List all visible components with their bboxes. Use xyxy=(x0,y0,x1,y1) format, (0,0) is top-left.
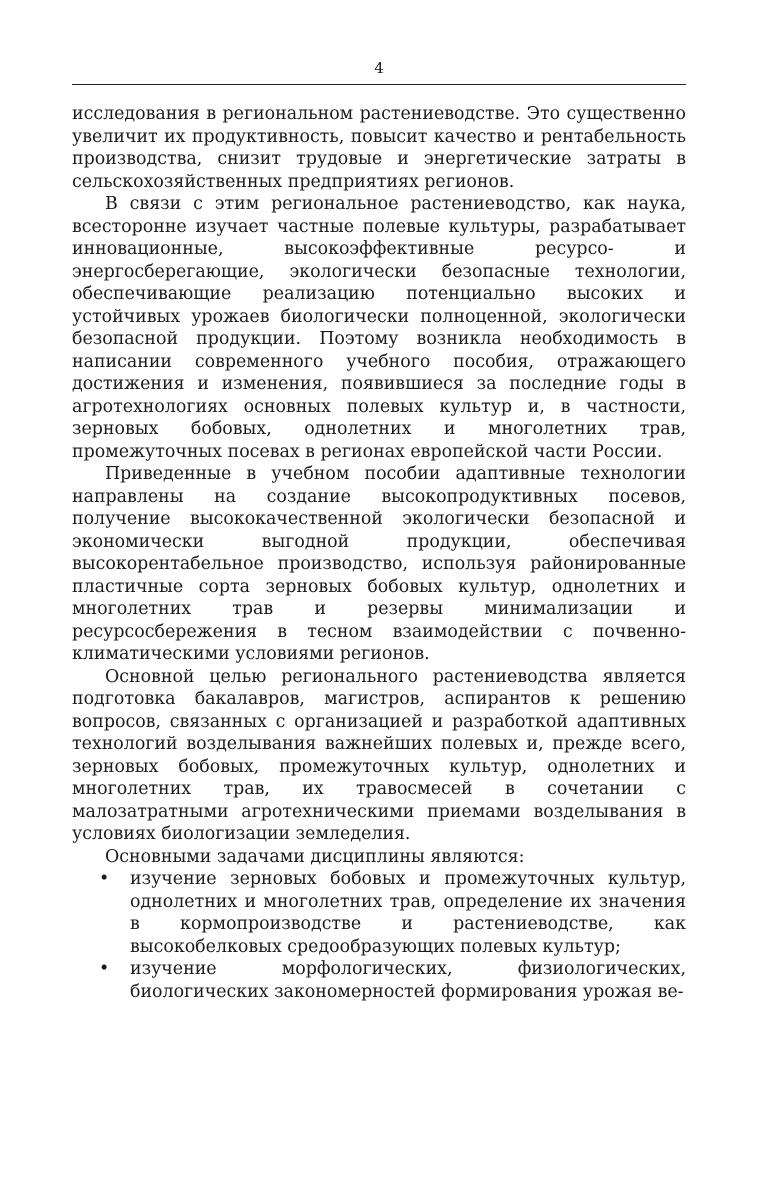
paragraph: Основными задачами дисциплины являются: xyxy=(105,846,525,867)
bullet-icon: • xyxy=(99,959,110,979)
bullet-icon: • xyxy=(99,869,110,889)
list-item-text: изучение морфологических, физиологических, биологических закономерностей формирования урожая ве- xyxy=(130,959,686,1002)
paragraph: В связи с этим региональное растениеводство, как наука, всесторонне изучает частные полевые культуры, разрабатывает инновационные, высокоэффективные ресурсо- и энергосберегающие, экологически безопасные технологии, обеспечивающие реализацию потенциально высоких и устойчивых урожаев биологически полноценной, экологически безопасной продукции. Поэтому возникла необходимость в написании современного учебного пособия, отражающего достижения и изменения, появившиеся за последние годы в агротехнологиях основных полевых культур и, в частности, зерновых бобовых, однолетних и многолетних трав, промежуточных посевах в регионах европейской части России. xyxy=(72,194,686,462)
bullet-list xyxy=(72,868,686,1003)
list-item xyxy=(72,868,686,958)
paragraph: исследования в региональном растениеводстве. Это существенно увеличит их продуктивность, повысит качество и рентабельность производства, снизит трудовые и энергетические затраты в сельскохозяйственных предприятиях регионов. xyxy=(72,104,686,192)
list-item xyxy=(72,958,686,1003)
paragraph: Основной целью регионального растениеводства является подготовка бакалавров, магистров, аспирантов к решению вопросов, связанных с организацией и разработкой адаптивных технологий возделывания важнейших полевых и, прежде всего, зерновых бобовых, промежуточных культур, однолетних и многолетних трав, их травосмесей в сочетании с малозатратными агротехническими приемами возделывания в условиях биологизации земледелия. xyxy=(72,666,686,844)
list-item-text: изучение зерновых бобовых и промежуточных культур, однолетних и многолетних трав, определение их значения в кормопроизводстве и растениеводстве, как высокобелковых средообразующих полевых культур; xyxy=(130,869,686,957)
paragraph: Приведенные в учебном пособии адаптивные технологии направлены на создание высокопродуктивных посевов, получение высококачественной экологически безопасной и экономически выгодной продукции, обеспечивая высокорентабельное производство, используя районированные пластичные сорта зерновых бобовых культур, однолетних и многолетних трав и резервы минимализации и ресурсосбережения в тесном взаимодействии с почвенно-климатическими условиями регионов. xyxy=(72,464,686,664)
page-number: 4 xyxy=(374,59,384,77)
page xyxy=(72,58,686,1003)
header-rule xyxy=(72,84,686,85)
body-text xyxy=(72,103,686,1003)
